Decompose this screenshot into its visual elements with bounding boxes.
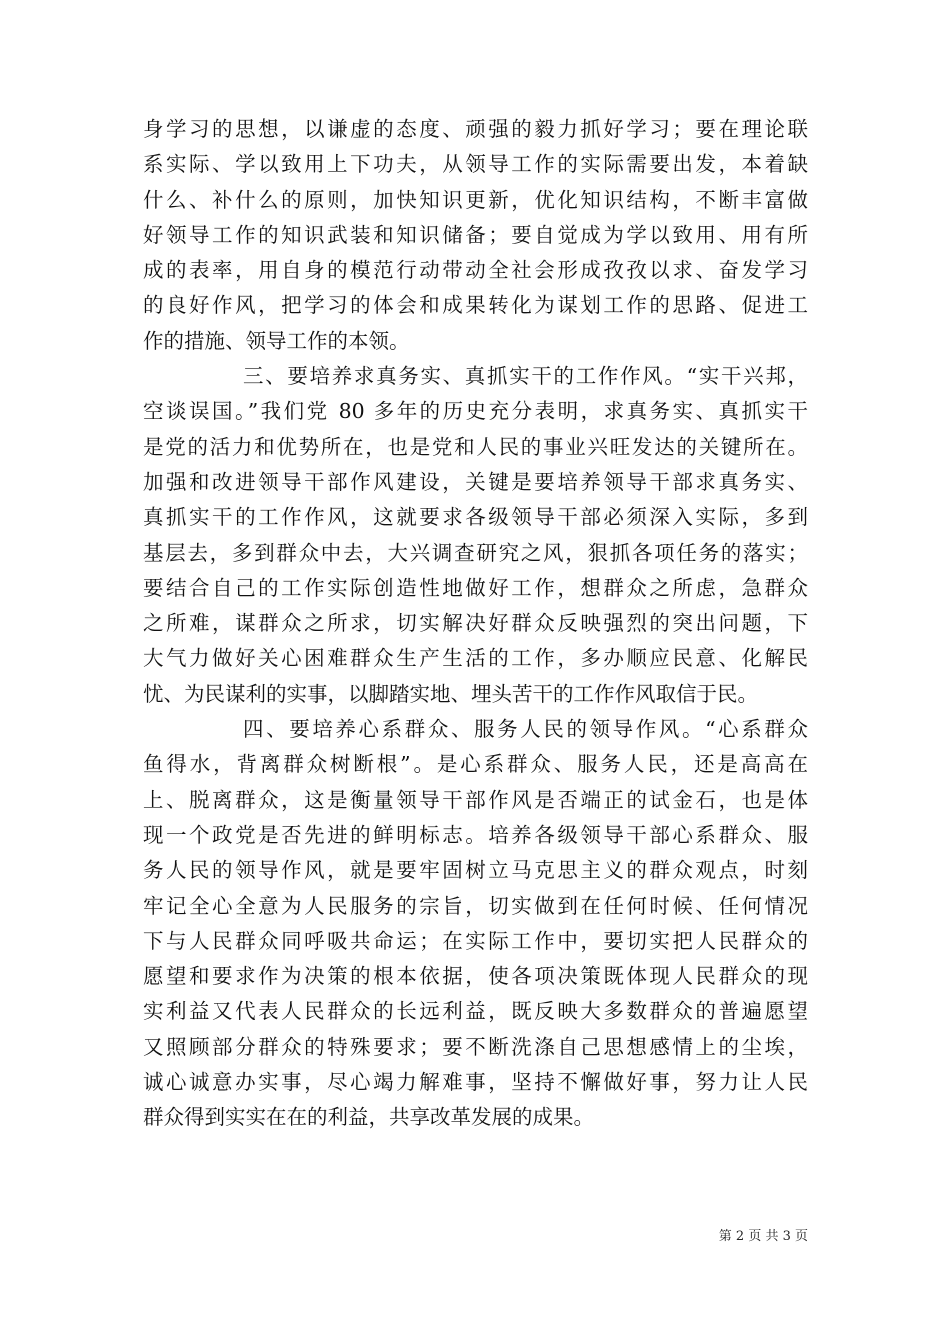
text-line: 成的表率，用自身的模范行动带动全社会形成孜孜以求、奋发学习 bbox=[143, 258, 808, 283]
text-line: 上、脱离群众，这是衡量领导干部作风是否端正的试金石，也是体 bbox=[143, 787, 808, 812]
page-number-footer: 第 2 页 共 3 页 bbox=[718, 1229, 808, 1244]
text-line: 要结合自己的工作实际创造性地做好工作，想群众之所虑，急群众 bbox=[143, 575, 808, 600]
text-line: 诚心诚意办实事，尽心竭力解难事，坚持不懈做好事，努力让人民 bbox=[143, 1070, 808, 1095]
text-line: 实利益又代表人民群众的长远利益，既反映大多数群众的普遍愿望 bbox=[143, 999, 808, 1024]
text-line: 好领导工作的知识武装和知识储备；要自觉成为学以致用、用有所 bbox=[143, 222, 808, 247]
text-line: 空谈误国。”我们党 80 多年的历史充分表明，求真务实、真抓实干 bbox=[143, 399, 808, 424]
text-line: 鱼得水，背离群众树断根”。是心系群众、服务人民，还是高高在 bbox=[143, 752, 808, 777]
document-body bbox=[143, 112, 808, 1136]
section-heading-line: 四、要培养心系群众、服务人民的领导作风。“心系群众 bbox=[243, 717, 808, 742]
text-line: 作的措施、领导工作的本领。 bbox=[143, 328, 410, 353]
text-line: 是党的活力和优势所在，也是党和人民的事业兴旺发达的关键所在。 bbox=[143, 434, 808, 459]
text-line: 下与人民群众同呼吸共命运；在实际工作中，要切实把人民群众的 bbox=[143, 928, 808, 953]
text-line: 群众得到实实在在的利益，共享改革发展的成果。 bbox=[143, 1105, 594, 1130]
text-line: 系实际、学以致用上下功夫，从领导工作的实际需要出发，本着缺 bbox=[143, 152, 808, 177]
text-line: 身学习的思想，以谦虚的态度、顽强的毅力抓好学习；要在理论联 bbox=[143, 117, 808, 141]
text-line: 大气力做好关心困难群众生产生活的工作，多办顺应民意、化解民 bbox=[143, 646, 808, 671]
text-line: 加强和改进领导干部作风建设，关键是要培养领导干部求真务实、 bbox=[143, 469, 808, 494]
text-line: 什么、补什么的原则，加快知识更新，优化知识结构，不断丰富做 bbox=[143, 187, 808, 212]
text-line: 又照顾部分群众的特殊要求；要不断洗涤自己思想感情上的尘埃， bbox=[143, 1034, 808, 1059]
text-line: 忧、为民谋利的实事，以脚踏实地、埋头苦干的工作作风取信于民。 bbox=[143, 681, 758, 706]
text-line: 真抓实干的工作作风，这就要求各级领导干部必须深入实际，多到 bbox=[143, 505, 808, 530]
text-line: 的良好作风，把学习的体会和成果转化为谋划工作的思路、促进工 bbox=[143, 293, 808, 318]
text-line: 之所难，谋群众之所求，切实解决好群众反映强烈的突出问题，下 bbox=[143, 611, 808, 636]
text-line: 基层去，多到群众中去，大兴调查研究之风，狠抓各项任务的落实； bbox=[143, 540, 808, 565]
text-line: 愿望和要求作为决策的根本依据，使各项决策既体现人民群众的现 bbox=[143, 964, 808, 989]
text-line: 务人民的领导作风，就是要牢固树立马克思主义的群众观点，时刻 bbox=[143, 858, 808, 883]
text-line: 现一个政党是否先进的鲜明标志。培养各级领导干部心系群众、服 bbox=[143, 822, 808, 847]
text-line: 牢记全心全意为人民服务的宗旨，切实做到在任何时候、任何情况 bbox=[143, 893, 808, 918]
section-heading-line: 三、要培养求真务实、真抓实干的工作作风。“实干兴邦， bbox=[243, 364, 808, 389]
